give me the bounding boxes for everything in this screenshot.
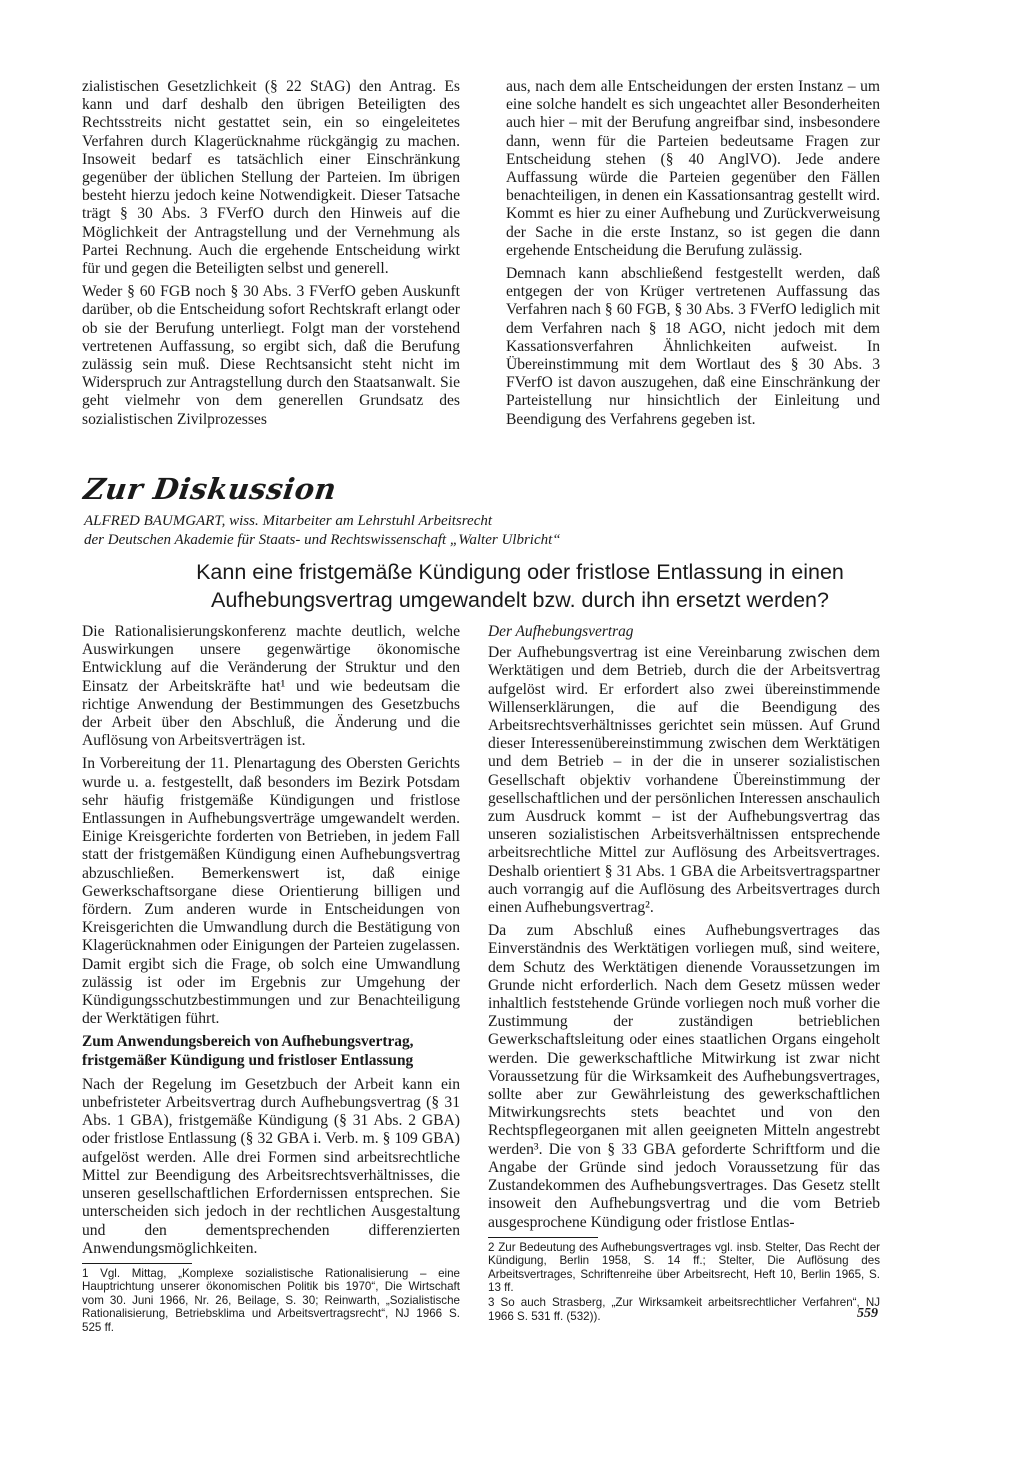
footnote-divider (488, 1237, 598, 1238)
paragraph: Demnach kann abschließend festgestellt werden, daß entgegen der von Krüger vertretenen Auffassung das Verfahren nach § 60 FGB, § 30 Abs. 3 FVerfO lediglich mit dem Verfahren nach § 18 AGO, nicht jedoch mit dem Kassationsverfahren Ähnlichkeiten aufweist. In Übereinstimmung mit dem Wortlaut des § 30 Abs. 3 FVerfO ist davon auszugehen, daß eine Einschränkung der Parteistellung nur hinsichtlich der Einleitung und Beendigung des Verfahrens gegeben ist. (506, 265, 880, 428)
author-line: der Deutschen Akademie für Staats- und Rechtswissenschaft „Walter Ulbricht“ (84, 532, 561, 548)
subheading-line: fristgemäßer Kündigung und fristloser Entlassung (82, 1051, 414, 1069)
footnote: 2 Zur Bedeutung des Aufhebungsvertrages vgl. insb. Stelter, Das Recht der Kündigung, Berlin 1958, S. 14 ff.; Stelter, Die Auflösung des Arbeitsvertrages, Schriftenreihe über Arbeitsrecht, Heft 10, Berlin 1965, S. 13 ff. (488, 1240, 880, 1294)
paragraph: Die Rationalisierungskonferenz machte deutlich, welche Auswirkungen unsere gegenwärtige ökonomische Entwicklung auf die Veränderung der Struktur und den Einsatz der Arbeitskräfte hat¹ und wie bedeutsam die richtige Anwendung der Bestimmungen des Gesetzbuchs der Arbeit über den Abschluß, die Änderung und die Auflösung von Arbeitsverträgen ist. (82, 623, 460, 750)
bottom-right-column (488, 623, 880, 1325)
article-title-line: Kann eine fristgemäße Kündigung oder fristlose Entlassung in einen (196, 560, 844, 584)
paragraph: aus, nach dem alle Entscheidungen der ersten Instanz – um eine solche handelt es sich ungeachtet aller Besonderheiten auch hier – mit der Berufung angreifbar sind, insbesondere dann, wenn für die Parteien bedeutsame Fragen zur Entscheidung stehen (§ 40 AnglVO). Jede andere Auffassung würde die Parteien gegenüber den Fällen benachteiligen, in denen ein Kassationsantrag gestellt wird. Kommt es hier zu einer Aufhebung und Zurückverweisung der Sache in die erste Instanz, so ist gegen die dann ergehende Entscheidung die Berufung zulässig. (506, 78, 880, 259)
article-title-line: Aufhebungsvertrag umgewandelt bzw. durch ihn ersetzt werden? (211, 588, 829, 612)
author-line: ALFRED BAUMGART, wiss. Mitarbeiter am Lehrstuhl Arbeitsrecht (84, 513, 493, 529)
paragraph: Nach der Regelung im Gesetzbuch der Arbeit kann ein unbefristeter Arbeitsvertrag durch Aufhebungsvertrag (§ 31 Abs. 1 GBA), fristgemäße Kündigung (§ 31 Abs. 2 GBA) oder fristlose Entlassung (§ 32 GBA i. Verb. m. § 109 GBA) aufgelöst werden. Alle drei Formen sind arbeitsrechtliche Mittel zur Beendigung des Arbeitsrechtsverhältnisses, die unseren gesellschaftlichen Erfordernissen entsprechen. Sie unterscheiden sich jedoch in der rechtlichen Ausgestaltung und den dementsprechenden differenzierten Anwendungsmöglichkeiten. (82, 1075, 460, 1257)
article-title (150, 558, 890, 614)
top-right-column (506, 78, 880, 434)
author-byline (84, 512, 884, 550)
paragraph: Da zum Abschluß eines Aufhebungsvertrages das Einverständnis des Werktätigen vorliegen muß, sind weitere, dem Schutz des Werktätigen dienende Voraussetzungen im Grunde nicht erforderlich. Nach dem Gesetz müssen weder inhaltlich feststehende Gründe vorliegen noch muß vorher die Zustimmung der zuständigen betrieblichen Gewerkschaftsleitung oder eines staatlichen Organs eingeholt werden. Die gewerkschaftliche Mitwirkung ist zwar nicht Voraussetzung für die Wirksamkeit des Aufhebungsvertrages, sollte aber zur Gewährleistung des gewerkschaftlichen Mitwirkungsrechts stets beachtet und von den Rechtspflegeorganen mit allen geeigneten Mitteln angestrebt werden³. Die von § 33 GBA geforderte Schriftform und die Angabe der Gründe sind jedoch Voraussetzung für das Zustandekommen des Aufhebungsvertrages. Das Gesetz stellt insoweit den Aufhebungsvertrag und die vom Betrieb ausgesprochene Kündigung oder fristlose Entlas- (488, 922, 880, 1231)
subheading (82, 1033, 460, 1069)
paragraph: Weder § 60 FGB noch § 30 Abs. 3 FVerfO geben Auskunft darüber, ob die Entscheidung sofort Rechtskraft erlangt oder ob sie der Berufung unterliegt. Folgt man der vorstehend vertretenen Auffassung, so ergibt sich, daß die Berufung zulässig sein muß. Diese Rechtsansicht steht nicht im Widerspruch zur Antragstellung durch den Staatsanwalt. Sie geht vielmehr von dem generellen Grundsatz des sozialistischen Zivilprozesses (82, 283, 460, 428)
subheading-line: Zum Anwendungsbereich von Aufhebungsvertrag, (82, 1033, 414, 1051)
subheading: Der Aufhebungsvertrag (488, 623, 634, 640)
section-title: Zur Diskussion (81, 472, 339, 506)
top-left-column (82, 78, 460, 434)
paragraph: In Vorbereitung der 11. Plenartagung des Obersten Gerichts wurde u. a. festgestellt, daß besonders im Bezirk Potsdam sehr häufig fristgemäße Kündigungen und fristlose Entlassungen in Aufhebungsverträge umgewandelt werden. Einige Kreisgerichte forderten von Betrieben, in jedem Fall statt der fristgemäßen Kündigung einen Aufhebungsvertrag abzuschließen. Bemerkenswert ist, daß einige Gewerkschaftsorgane diese Orientierung billigen und fördern. Zum anderen wurde in Entscheidungen von Kreisgerichten die Umwandlung durch die Bestätigung von Klagerücknahmen oder Einigungen der Parteien zugelassen. Damit ergibt sich die Frage, ob solch eine Umwandlung zulässig ist oder im Ergebnis zur Umgehung der Kündigungsschutzbestimmungen und zur Benachteiligung der Werktätigen führt. (82, 755, 460, 1028)
paragraph: zialistischen Gesetzlichkeit (§ 22 StAG) den Antrag. Es kann und darf deshalb den übrigen Beteiligten des Rechtsstreits nicht gestattet sein, ein so eingeleitetes Verfahren durch Klagerücknahme rückgängig zu machen. Insoweit bedarf es tatsächlich einer Einschränkung gegenüber der üblichen Stellung der Parteien. Im übrigen besteht hierzu jedoch keine Notwendigkeit. Dieser Tatsache trägt § 30 Abs. 3 FVerfO durch den Hinweis auf die Möglichkeit der Antragstellung und der Vernehmung als Partei Rechnung. Auch die ergehende Entscheidung wirkt für und gegen die Beteiligten selbst und generell. (82, 78, 460, 278)
footnote: 1 Vgl. Mittag, „Komplexe sozialistische Rationalisierung – eine Hauptrichtung unserer ökonomischen Politik bis 1970“, Die Wirtschaft vom 30. Juni 1966, Nr. 26, Beilage, S. 30; Reinwarth, „Sozialistische Rationalisierung, Betriebsklima und Arbeitsvertragsrecht“, NJ 1966 S. 525 ff. (82, 1266, 460, 1334)
paragraph: Der Aufhebungsvertrag ist eine Vereinbarung zwischen dem Werktätigen und dem Betrieb, durch die der Arbeitsvertrag aufgelöst wird. Er erfordert also zwei übereinstimmende Willenserklärungen, die auf die Beendigung des Arbeitsrechtsverhältnisses gerichtet sein müssen. Auf Grund dieser Interessenübereinstimmung zwischen dem Werktätigen und dem Betrieb – in der die in unserer sozialistischen Gesellschaft objektiv vorhandene Übereinstimmung der gesellschaftlichen und der persönlichen Interessen anschaulich zum Ausdruck kommt – ist der Aufhebungsvertrag das unseren sozialistischen Arbeitsverhältnissen entsprechende arbeitsrechtliche Mittel zur Auflösung des Arbeitsvertrages. Deshalb orientiert § 31 Abs. 1 GBA die Arbeitsvertragspartner auch vorrangig auf die Auflösung des Arbeitsvertrages durch einen Aufhebungsvertrag². (488, 644, 880, 917)
footnote-divider (82, 1263, 192, 1264)
bottom-left-column (82, 623, 460, 1336)
footnote: 3 So auch Strasberg, „Zur Wirksamkeit arbeitsrechtlicher Verfahren“, NJ 1966 S. 531 ff. (532)). (488, 1296, 880, 1323)
page-number: 559 (857, 1306, 878, 1321)
